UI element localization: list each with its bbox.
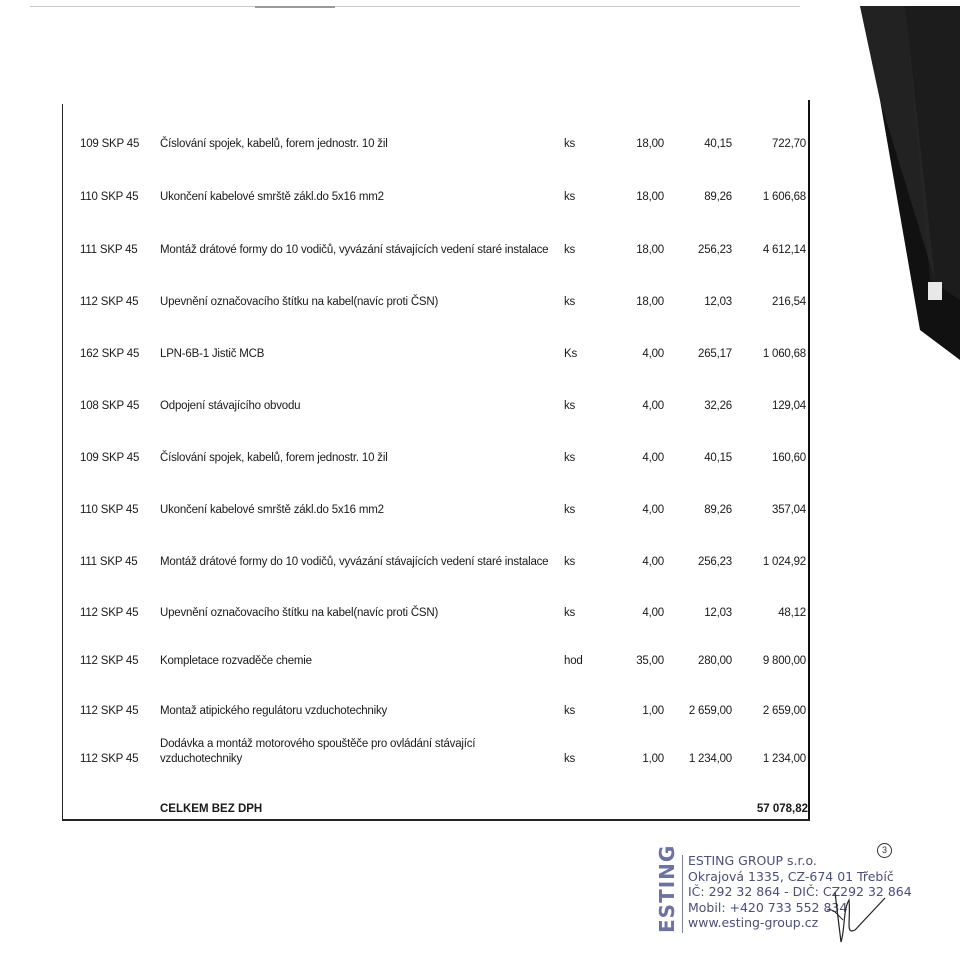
scan-artifact-mark (255, 6, 335, 8)
item-quantity: 18,00 (636, 138, 664, 150)
item-unit: hod (564, 655, 583, 667)
item-unit: ks (564, 296, 576, 308)
item-unit: ks (564, 556, 576, 568)
item-unit-price: 1 234,00 (688, 753, 732, 765)
item-total: 1 234,00 (762, 753, 806, 765)
item-code: 112 SKP 45 (80, 705, 139, 717)
table-left-border (62, 104, 63, 820)
item-total: 4 612,14 (762, 244, 806, 256)
item-total: 1 024,92 (762, 556, 806, 568)
item-unit: ks (564, 504, 576, 516)
item-description: Upevnění označovacího štítku na kabel(navíc proti ČSN) (160, 296, 439, 308)
item-quantity: 1,00 (642, 753, 664, 765)
item-description: Ukončení kabelové smrště zákl.do 5x16 mm2 (160, 504, 384, 516)
table-right-border (808, 100, 810, 820)
item-code: 112 SKP 45 (80, 655, 139, 667)
page-number-circle: 3 (877, 843, 892, 858)
item-unit: Ks (564, 348, 578, 360)
item-quantity: 18,00 (636, 191, 664, 203)
item-description: LPN-6B-1 Jistič MCB (160, 348, 265, 360)
item-unit: ks (564, 452, 576, 464)
item-description: Ukončení kabelové smrště zákl.do 5x16 mm2 (160, 191, 384, 203)
item-total: 160,60 (772, 452, 806, 464)
item-unit-price: 256,23 (698, 244, 732, 256)
table-bottom-border (62, 819, 810, 821)
item-quantity: 4,00 (642, 556, 664, 568)
item-description: Číslování spojek, kabelů, forem jednostr. 10 žil (160, 138, 388, 150)
item-description (160, 737, 475, 767)
stamp-logo (655, 844, 679, 933)
stamp-logo-text: ESTING (655, 844, 679, 933)
stamp-web: www.esting-group.cz (688, 915, 819, 930)
item-unit: ks (564, 400, 576, 412)
item-unit-price: 89,26 (704, 504, 732, 516)
item-unit-price: 256,23 (698, 556, 732, 568)
item-code: 112 SKP 45 (80, 753, 139, 765)
item-unit: ks (564, 191, 576, 203)
item-unit-price: 2 659,00 (688, 705, 732, 717)
item-total: 722,70 (772, 138, 806, 150)
item-code: 110 SKP 45 (80, 504, 139, 516)
total-label: CELKEM BEZ DPH (160, 803, 263, 815)
signature (815, 880, 905, 950)
item-code: 111 SKP 45 (80, 244, 138, 256)
item-unit: ks (564, 753, 576, 765)
item-unit-price: 40,15 (704, 452, 732, 464)
item-total: 1 060,68 (762, 348, 806, 360)
item-unit-price: 12,03 (704, 296, 732, 308)
item-code: 110 SKP 45 (80, 191, 139, 203)
item-code: 109 SKP 45 (80, 452, 140, 464)
item-description: Montáž drátové formy do 10 vodičů, vyvázání stávajících vedení staré instalace (160, 556, 549, 568)
item-unit: ks (564, 244, 576, 256)
stamp-ids: IČ: 292 32 864 - DIČ: CZ292 32 864 (688, 884, 912, 899)
item-quantity: 35,00 (636, 655, 664, 667)
item-unit-price: 89,26 (704, 191, 732, 203)
item-code: 108 SKP 45 (80, 400, 140, 412)
item-code: 111 SKP 45 (80, 556, 138, 568)
item-quantity: 4,00 (642, 607, 664, 619)
item-unit: ks (564, 607, 576, 619)
item-unit-price: 265,17 (698, 348, 732, 360)
item-quantity: 4,00 (642, 504, 664, 516)
item-total: 9 800,00 (762, 655, 806, 667)
item-code: 112 SKP 45 (80, 607, 139, 619)
item-description: Číslování spojek, kabelů, forem jednostr. 10 žil (160, 452, 388, 464)
item-unit: ks (564, 138, 576, 150)
item-total: 216,54 (772, 296, 806, 308)
item-total: 357,04 (772, 504, 806, 516)
item-unit-price: 12,03 (704, 607, 732, 619)
item-description: Upevnění označovacího štítku na kabel(navíc proti ČSN) (160, 607, 439, 619)
stamp-company: ESTING GROUP s.r.o. (688, 853, 817, 868)
item-code: 112 SKP 45 (80, 296, 139, 308)
item-unit-price: 280,00 (698, 655, 732, 667)
item-quantity: 4,00 (642, 452, 664, 464)
item-description: Montaž atipického regulátoru vzduchotechniky (160, 705, 388, 717)
item-quantity: 1,00 (642, 705, 664, 717)
stamp-address: Okrajová 1335, CZ-674 01 Třebíč (688, 868, 894, 884)
item-quantity: 18,00 (636, 296, 664, 308)
stamp-mobile: Mobil: +420 733 552 834 (688, 899, 848, 915)
item-description: Montáž drátové formy do 10 vodičů, vyvázání stávajících vedení staré instalace (160, 244, 549, 256)
item-quantity: 18,00 (636, 244, 664, 256)
item-unit-price: 40,15 (704, 138, 732, 150)
total-value: 57 078,82 (756, 803, 808, 815)
item-description: Odpojení stávajícího obvodu (160, 400, 301, 412)
item-unit: ks (564, 705, 576, 717)
item-total: 48,12 (778, 607, 806, 619)
item-description-line1: Dodávka a montáž motorového spouštěče pro ovládání stávající (160, 738, 476, 750)
item-total: 1 606,68 (762, 191, 806, 203)
item-unit-price: 32,26 (704, 400, 732, 412)
stamp-divider (682, 855, 683, 933)
item-total: 2 659,00 (762, 705, 806, 717)
item-quantity: 4,00 (642, 348, 664, 360)
scan-artifact-line (30, 6, 800, 7)
item-description-line2: vzduchotechniky (160, 753, 243, 765)
item-code: 162 SKP 45 (80, 348, 140, 360)
item-description: Kompletace rozvaděče chemie (160, 655, 312, 667)
item-total: 129,04 (772, 400, 806, 412)
item-code: 109 SKP 45 (80, 138, 140, 150)
item-quantity: 4,00 (642, 400, 664, 412)
